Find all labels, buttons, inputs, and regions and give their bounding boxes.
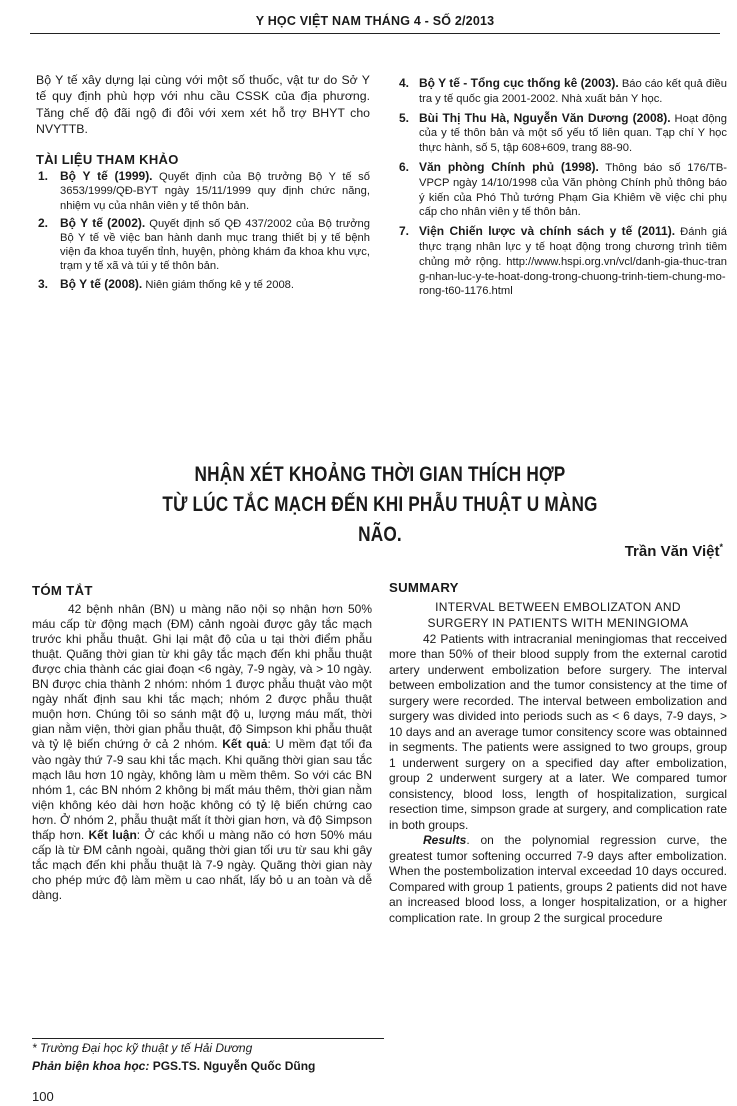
references-heading: TÀI LIỆU THAM KHẢO xyxy=(36,151,179,167)
summary-body-2 xyxy=(389,833,727,926)
reference-number: 4. xyxy=(399,76,410,90)
reference-text xyxy=(419,76,727,107)
reference-author: Viện Chiến lược và chính sách y tế (2011). xyxy=(419,224,676,239)
reference-detail: Quyết định của Bộ trưởng Bộ Y tế số 3653/1999/QĐ-BYT ngày 15/11/1999 quy định chức năng, nhiệm vụ của nhân viên y tế thôn bản. xyxy=(60,171,371,212)
reference-item xyxy=(36,169,370,213)
abstract-vn-result-label: Kết quả xyxy=(222,737,268,752)
reference-text xyxy=(60,277,370,293)
abstract-english xyxy=(389,580,727,926)
reference-item xyxy=(391,76,727,107)
reference-author: Bộ Y tế - Tổng cục thống kê (2003). xyxy=(419,76,619,90)
summary-title-line-2: SURGERY IN PATIENTS WITH MENINGIOMA xyxy=(427,615,689,630)
reference-number: 7. xyxy=(399,224,410,239)
abstract-vn-body xyxy=(32,602,372,904)
footnote-affiliation: * Trường Đại học kỹ thuật y tế Hải Dương xyxy=(32,1041,253,1055)
summary-title xyxy=(389,599,727,631)
summary-heading: SUMMARY xyxy=(389,580,459,595)
abstract-vn-text-c: : Ở các khối u màng não có hơn 50% máu cấp là từ ĐM cảnh ngoài, quãng thời gian tối ưu từ sau khi gây tắc mạch đến khi phẫu thuật là 7-9 ngày. Quãng thời gian này cho phép mức độ làm mềm u cao nhất, lấy bỏ u an toàn và dễ dàng. xyxy=(32,828,372,903)
abstract-vn-text-a: 42 bệnh nhân (BN) u màng não nội sọ nhận hơn 50% máu cấp từ động mạch (ĐM) cảnh ngoài được gây tắc mạch trước khi phẫu thuật. Ghi lại mật độ của u tại thời điểm phẫu thuật. Quãng thời gian từ khi gây tắc mạch đến khi phẫu thuật được chia thành các giai đoạn <6 ngày, 7-9 ngày, và > 10 ngày. BN được chia thành 2 nhóm: nhóm 1 được phẫu thuật vào một ngày nhất định sau khi tắc mạch; nhóm 2 được phẫu thuật muộn hơn. Chúng tôi so sánh mật độ u, lượng máu mất, thời gian nằm viện, thời gian phẫu thuật, độ Simpson khi phẫu thuật và tỷ lệ biến chứng ở cả 2 nhóm. xyxy=(32,601,372,752)
author-footnote-mark: * xyxy=(719,542,723,552)
summary-title-line-1: INTERVAL BETWEEN EMBOLIZATON AND xyxy=(435,599,681,614)
reference-author: Bộ Y tế (1999). xyxy=(60,169,153,184)
reference-author: Bùi Thị Thu Hà, Nguyễn Văn Dương (2008). xyxy=(419,110,671,125)
footnote-reviewer xyxy=(32,1059,315,1073)
reference-number: 1. xyxy=(38,169,49,184)
page-number: 100 xyxy=(32,1089,54,1104)
journal-title: Y HỌC VIỆT NAM THÁNG 4 - SỐ 2/2013 xyxy=(255,14,495,28)
reference-detail: Thông báo số 176/TB-VPCP ngày 14/10/1998 của Văn phòng Chính phủ thông báo ý kiến của Phó Thủ tướng Phạm Gia Khiêm về việc chi phụ cấp cho nhân viên y tế thôn bản. xyxy=(419,161,728,219)
reference-item xyxy=(391,224,727,299)
reference-text xyxy=(419,111,727,156)
abstract-vn-text-b: : U mềm đạt tối đa vào ngày thứ 7-9 sau khi tắc mạch. Khi quãng thời gian sau tắc mạch lâu hơn 10 ngày, không làm u mềm thêm. So với các BN nhóm 1, các BN nhóm 2 không bị mất máu thêm, thời gian nằm viện không kéo dài hơn hoặc không có tỷ lệ biến chứng cao hơn. Ở nhóm 2, phẫu thuật mất ít thời gian hơn, và độ Simpson thấp hơn. xyxy=(32,737,372,842)
reference-text xyxy=(419,224,727,299)
summary-results-text: . on the polynomial regression curve, the greatest tumor softening occurred 7-9 days after embolization. When the postembolization interval exceedad 10 days occured. Compared with group 1 patients, groups 2 patients did not have an increased blood loss, a longer hospitalization, or a higher complication rate. In group 2 the surgical procedure xyxy=(389,833,727,925)
reference-item xyxy=(36,216,370,274)
reference-author: Văn phòng Chính phủ (1998). xyxy=(419,159,599,174)
running-header xyxy=(30,14,720,34)
reference-number: 5. xyxy=(399,110,410,125)
reference-number: 2. xyxy=(38,215,49,230)
reviewer-label: Phản biện khoa học: xyxy=(32,1059,150,1073)
footnote-divider xyxy=(32,1038,384,1039)
reference-author: Bộ Y tế (2008). xyxy=(60,276,143,291)
reviewer-name: PGS.TS. Nguyễn Quốc Dũng xyxy=(149,1059,316,1073)
reference-detail: Đánh giá thực trạng nhân lực y tế hoạt động trong chương trình tiêm chủng mở rộng. xyxy=(419,226,727,268)
reference-item xyxy=(391,111,727,156)
reference-url: http://www.hspi.org.vn/vcl/danh-gia-thuc-trang-nhan-luc-y-te-hoat-dong-trong-chuong-trinh-tiem-chung-mo-rong-t60-1176.html xyxy=(419,255,727,298)
abstract-vietnamese xyxy=(32,583,372,903)
summary-body-1: 42 Patients with intracranial meningiomas that recceived more than 50% of their blood supply from the external carotid artery underwent embolization before surgery. The interval between embolization and the tumor consistency at the time of surgery were recorded. The interval between embolization and surgery was divided into periods such as < 6 days, 7-9 days, > 10 days and an average tumor consitency score was obtainned in segments. The patients were assigned to two groups, group 1 underwent surgery on a specified day after embolization, group 2 underwent surgery at a later. We compared tumor consistency, blood loss, length of hospitalization, surgical resection time, simpson grade at surgery, and complication rate in both groups. xyxy=(389,631,727,832)
reference-detail: Niên giám thống kê y tế 2008. xyxy=(142,278,295,291)
reference-text xyxy=(419,160,727,220)
reference-author: Bộ Y tế (2002). xyxy=(60,215,146,230)
reference-detail: Hoạt động của y tế thôn bản và một số yếu tố liên quan. Tạp chí Y học thực hành, số 5, tập 608+609, trang 88-90. xyxy=(419,112,727,155)
left-top-column xyxy=(36,72,370,295)
reference-detail: Báo cáo kết quả điều tra y tế quốc gia 2001-2002. Nhà xuất bản Y học. xyxy=(419,78,727,105)
abstract-vn-heading: TÓM TẮT xyxy=(32,583,93,598)
abstract-vn-conclusion-label: Kết luận xyxy=(88,828,137,842)
author-name: Trần Văn Việt xyxy=(624,543,720,560)
reference-number: 6. xyxy=(399,159,410,174)
intro-paragraph: Bộ Y tế xây dựng lại cùng với một số thuốc, vật tư do Sở Y tế quy định phù hợp với nhu cầu CSSK của địa phương. Tăng chế độ đãi ngộ đi đôi với xem xét hỗ trợ BHYT cho NVYTTB. xyxy=(36,73,370,137)
article-author xyxy=(625,542,723,560)
summary-results-label: Results xyxy=(423,833,467,848)
article-title xyxy=(142,460,618,550)
reference-text xyxy=(60,216,370,274)
reference-item xyxy=(391,160,727,220)
reference-number: 3. xyxy=(38,276,49,291)
reference-detail: Quyết định số QĐ 437/2002 của Bộ trưởng Bộ Y tế về việc ban hành danh mục trang thiết bị y tế bệnh viện đa khoa tuyến tỉnh, huyện, phòng khám đa khoa khu vực, trạm y tế xã và túi y tế thôn bản. xyxy=(60,217,370,273)
article-title-line-2: TỪ LÚC TẮC MẠCH ĐẾN KHI PHẪU THUẬT U MÀNG NÃO. xyxy=(162,493,598,546)
right-top-column xyxy=(391,76,727,303)
reference-item xyxy=(36,277,370,293)
reference-text xyxy=(60,169,370,213)
article-title-line-1: NHẬN XÉT KHOẢNG THỜI GIAN THÍCH HỢP xyxy=(194,463,566,486)
